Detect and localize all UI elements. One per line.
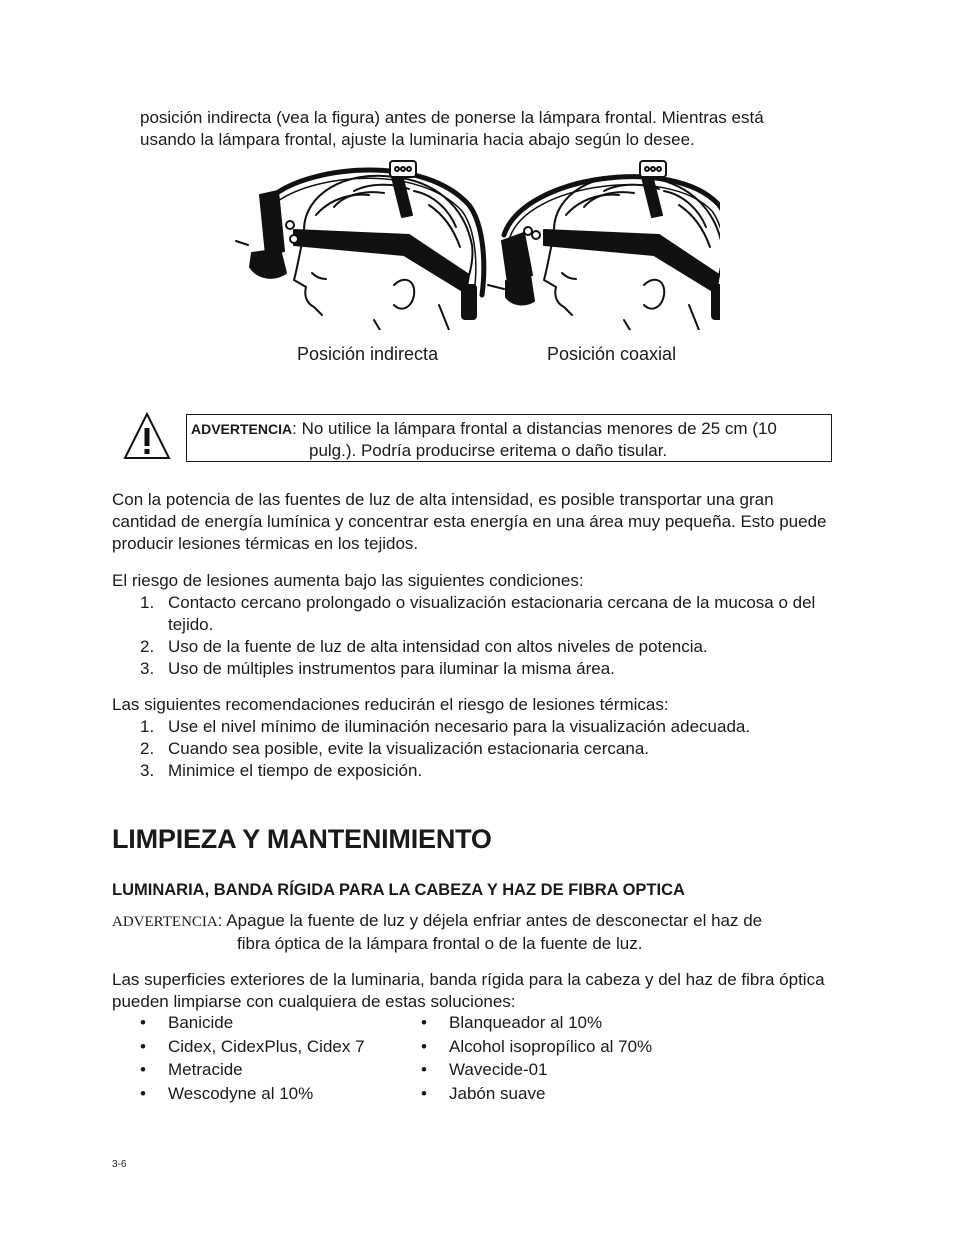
cleaning-warning-line-1: : Apague la fuente de luz y déjela enfriar antes de desconectar el haz de [217, 911, 763, 930]
risk-intro-text: El riesgo de lesiones aumenta bajo las siguientes condiciones: [112, 571, 584, 590]
cleaning-warning [112, 910, 842, 955]
caption-coaxial-position: Posición coaxial [547, 344, 677, 364]
list-item: 2. Cuando sea posible, evite la visualización estacionaria cercana. [140, 739, 650, 758]
list-item: 3. Uso de múltiples instrumentos para iluminar la misma área. [140, 659, 615, 678]
solutions-intro-text: Las superficies exteriores de la luminaria, banda rígida para la cabeza y del haz de fibra óptica pueden limpiarse con cualquiera de estas soluciones: [112, 970, 825, 1011]
list-item: • Alcohol isopropílico al 70% [421, 1036, 653, 1056]
warning-text-line-1: : No utilice la lámpara frontal a distancias menores de 25 cm (10 [292, 419, 777, 438]
warning-text-line-2: pulg.). Podría producirse eritema o daño tisular. [309, 441, 668, 460]
intro-paragraph [140, 107, 840, 151]
thermal-injury-paragraph: Con la potencia de las fuentes de luz de alta intensidad, es posible transportar una gran cantidad de energía lumínica y concentrar esta energía en una área muy pequeña. Esto puede producir lesiones térmicas en los tejidos. [112, 490, 827, 553]
list-item: • Wavecide-01 [421, 1060, 548, 1079]
page-number: 3-6 [112, 1159, 127, 1170]
head-coaxial-drawing [488, 161, 720, 330]
headband-left-shape [294, 230, 469, 293]
list-item: 1. Contacto cercano prolongado o visualización estacionaria cercana de la mucosa o del tejido. [140, 593, 816, 634]
list-item: 3. Minimice el tiempo de exposición. [140, 761, 423, 780]
risk-conditions-list [112, 592, 842, 680]
headlamp-positions-illustration [234, 155, 720, 330]
solutions-list-column-2 [421, 1012, 721, 1106]
warning-label: ADVERTENCIA [191, 421, 293, 437]
caption-indirect-position: Posición indirecta [297, 344, 439, 364]
recommendations-intro-text: Las siguientes recomendaciones reducirán el riesgo de lesiones térmicas: [112, 695, 669, 714]
list-item: 2. Uso de la fuente de luz de alta intensidad con altos niveles de potencia. [140, 637, 708, 656]
list-item: 1. Use el nivel mínimo de iluminación necesario para la visualización adecuada. [140, 717, 751, 736]
list-item: • Jabón suave [421, 1083, 546, 1103]
list-item: • Wescodyne al 10% [140, 1083, 314, 1103]
list-item: • Cidex, CidexPlus, Cidex 7 [140, 1036, 365, 1056]
section-title: LIMPIEZA Y MANTENIMIENTO [112, 824, 492, 854]
warning-label: ADVERTENCIA [112, 914, 218, 930]
cleaning-warning-line-2: fibra óptica de la lámpara frontal o de la fuente de luz. [237, 934, 643, 953]
list-item: • Metracide [140, 1060, 243, 1079]
solutions-list-column-1 [140, 1012, 400, 1106]
warning-triangle-icon [123, 412, 171, 460]
list-item: • Banicide [140, 1013, 234, 1032]
subsection-title: LUMINARIA, BANDA RÍGIDA PARA LA CABEZA Y HAZ DE FIBRA OPTICA [112, 881, 685, 899]
warning-box [186, 414, 832, 462]
intro-line-2: usando la lámpara frontal, ajuste la luminaria hacia abajo según lo desee. [140, 130, 695, 149]
intro-line-1: posición indirecta (vea la figura) antes de ponerse la lámpara frontal. Mientras está [140, 108, 764, 127]
recommendations-list [112, 716, 842, 782]
list-item: • Blanqueador al 10% [421, 1013, 603, 1032]
